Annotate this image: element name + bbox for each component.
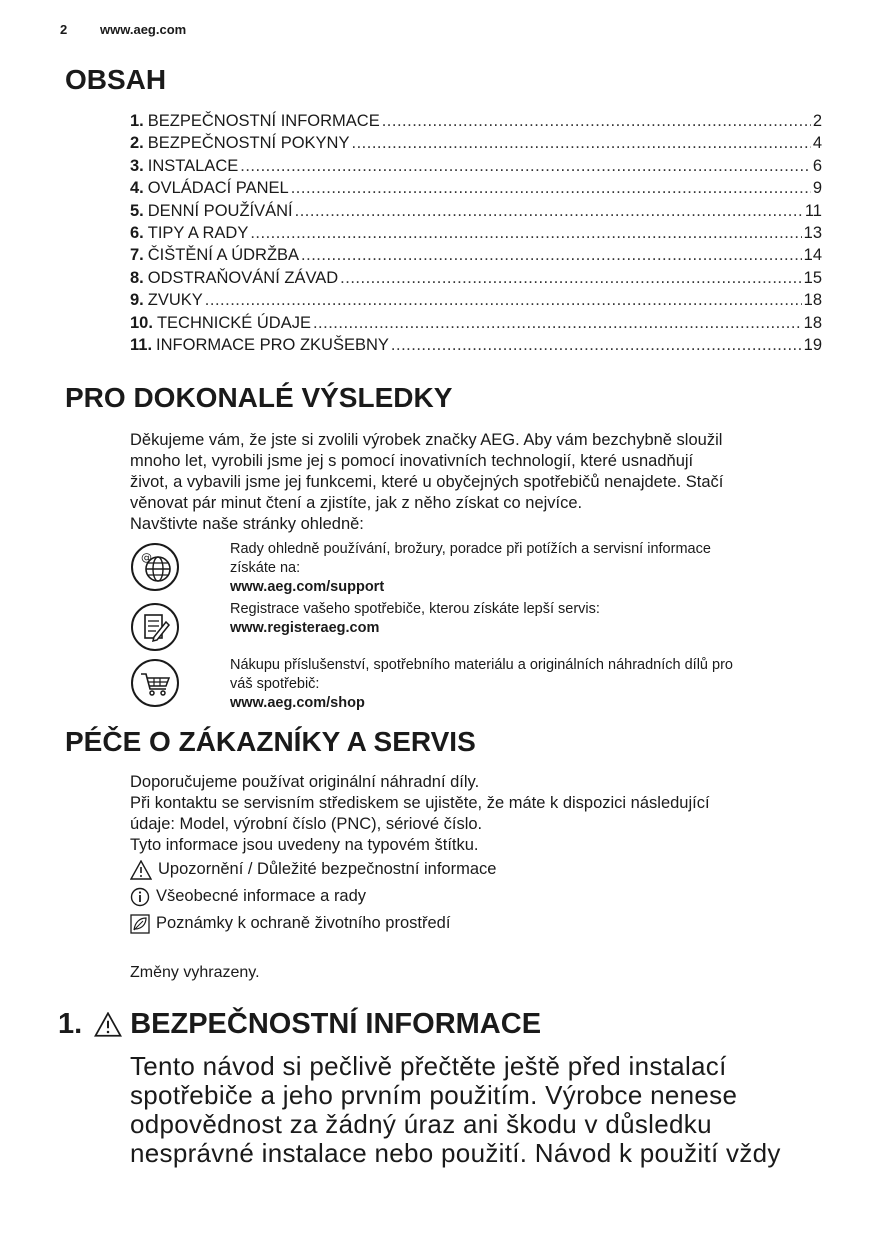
toc-label: BEZPEČNOSTNÍ INFORMACE — [147, 112, 380, 130]
contents-heading: OBSAH — [65, 64, 167, 95]
safety-line: spotřebiče a jeho prvním použitím. Výrobce nenese — [130, 1080, 738, 1110]
environment-legend — [130, 910, 820, 937]
globe-icon — [130, 542, 180, 592]
toc-item[interactable] — [130, 134, 822, 156]
toc-item[interactable] — [130, 112, 822, 134]
safety-line: odpovědnost za žádný úraz ani škodu v důsledku — [130, 1109, 712, 1139]
toc-label: BEZPEČNOSTNÍ POKYNY — [147, 134, 350, 153]
toc-label: TIPY A RADY — [147, 223, 249, 242]
intro-line: Navštivte naše stránky ohledně: — [130, 515, 364, 533]
toc-item[interactable] — [130, 336, 822, 358]
toc-num: 9. — [130, 291, 144, 310]
environment-legend-text: Poznámky k ochraně životního prostředí — [156, 914, 451, 932]
shop-line: Nákupu příslušenství, spotřebního materiálu a originálních náhradních dílů pro — [230, 657, 733, 673]
care-line: údaje: Model, výrobní číslo (PNC), sériové číslo. — [130, 815, 483, 833]
toc-leader — [295, 202, 803, 221]
toc-leader — [291, 179, 811, 198]
care-line: Doporučujeme používat originální náhradní díly. — [130, 773, 480, 791]
toc-num: 4. — [130, 179, 144, 198]
toc-label: ČIŠTĚNÍ A ÚDRŽBA — [147, 246, 300, 265]
toc-page: 18 — [803, 313, 822, 332]
toc-num: 5. — [130, 201, 144, 220]
page-number: 2 — [60, 22, 68, 37]
intro-line: věnovat pár minut čtení a zjistíte, jak z něho získat co nejvíce. — [130, 494, 583, 512]
toc-num: 1. — [130, 112, 144, 130]
shop-url[interactable]: www.aeg.com/shop — [230, 695, 365, 711]
page-header — [60, 22, 186, 37]
section-1-number: 1. — [58, 1008, 83, 1040]
toc-item[interactable] — [130, 246, 822, 268]
toc-page: 4 — [812, 134, 822, 153]
toc-leader — [340, 269, 801, 288]
info-legend-text: Všeobecné informace a rady — [156, 887, 367, 905]
toc-label: ZVUKY — [147, 291, 203, 310]
support-row — [130, 540, 820, 596]
toc-num: 2. — [130, 134, 144, 153]
toc-leader — [240, 157, 811, 176]
toc-page: 18 — [803, 291, 822, 310]
warning-icon — [130, 860, 152, 880]
toc-leader — [391, 336, 802, 355]
register-url[interactable]: www.registeraeg.com — [230, 620, 380, 636]
toc-leader — [301, 246, 802, 265]
info-icon — [130, 887, 150, 907]
safety-line: nesprávné instalace nebo použití. Návod k použití vždy — [130, 1138, 781, 1168]
toc-page: 14 — [803, 246, 822, 265]
safety-line: Tento návod si pečlivě přečtěte ještě před instalací — [130, 1051, 727, 1081]
intro-text — [130, 430, 820, 535]
toc-page: 19 — [803, 335, 822, 354]
toc-item[interactable] — [130, 224, 822, 246]
toc-leader — [351, 134, 810, 153]
toc-leader — [313, 314, 802, 333]
support-line: získáte na: — [230, 560, 301, 576]
info-legend — [130, 883, 820, 910]
warning-legend — [130, 856, 820, 883]
document-pen-icon — [130, 602, 180, 652]
toc-label: ODSTRAŇOVÁNÍ ZÁVAD — [147, 268, 339, 287]
toc-label: TECHNICKÉ ÚDAJE — [156, 313, 311, 332]
customer-care-heading: PÉČE O ZÁKAZNÍKY A SERVIS — [65, 726, 476, 757]
support-text — [230, 540, 820, 597]
register-text — [230, 600, 820, 638]
register-line: Registrace vašeho spotřebiče, kterou získáte lepší servis: — [230, 601, 600, 617]
toc-num: 3. — [130, 156, 144, 175]
toc-page: 13 — [803, 223, 822, 242]
shopping-cart-icon — [130, 658, 180, 708]
toc-page: 11 — [804, 201, 822, 220]
intro-line: mnoho let, vyrobili jsme jej s pomocí inovativních technologií, které usnadňují — [130, 452, 694, 470]
results-heading: PRO DOKONALÉ VÝSLEDKY — [65, 382, 453, 413]
care-line: Při kontaktu se servisním střediskem se ujistěte, že máte k dispozici následující — [130, 794, 710, 812]
toc-item[interactable] — [130, 179, 822, 201]
toc-label: OVLÁDACÍ PANEL — [147, 179, 289, 198]
site-url[interactable]: www.aeg.com — [100, 22, 187, 37]
intro-line: Děkujeme vám, že jste si zvolili výrobek značky AEG. Aby vám bezchybně sloužil — [130, 431, 723, 449]
toc-leader — [382, 112, 811, 131]
toc-num: 11. — [130, 335, 153, 354]
toc-item[interactable] — [130, 157, 822, 179]
svg-text:@: @ — [141, 551, 152, 564]
toc-num: 8. — [130, 268, 144, 287]
toc-page: 2 — [812, 112, 822, 130]
toc-item[interactable] — [130, 291, 822, 313]
leaf-icon — [130, 914, 150, 934]
shop-line: váš spotřebič: — [230, 676, 320, 692]
changes-note: Změny vyhrazeny. — [130, 964, 260, 981]
safety-intro — [130, 1052, 830, 1168]
shop-row — [130, 656, 820, 716]
register-row — [130, 600, 820, 654]
shop-text — [230, 656, 820, 713]
care-line: Tyto informace jsou uvedeny na typovém štítku. — [130, 836, 479, 854]
toc-item[interactable] — [130, 269, 822, 291]
warning-icon — [94, 1012, 122, 1037]
toc-num: 10. — [130, 313, 153, 332]
toc-label: INSTALACE — [147, 156, 239, 175]
toc-leader — [205, 291, 802, 310]
customer-care-text — [130, 772, 820, 937]
toc-label: DENNÍ POUŽÍVÁNÍ — [147, 201, 293, 220]
toc-num: 6. — [130, 223, 144, 242]
section-1-heading — [58, 1008, 541, 1041]
toc-num: 7. — [130, 246, 144, 265]
intro-line: život, a vybavili jsme jej funkcemi, které u obyčejných spotřebičů nenajdete. Stačí — [130, 473, 724, 491]
toc-page: 15 — [803, 268, 822, 287]
warning-legend-text: Upozornění / Důležité bezpečnostní informace — [158, 860, 497, 878]
support-line: Rady ohledně používání, brožury, poradce při potížích a servisní informace — [230, 541, 711, 557]
support-url[interactable]: www.aeg.com/support — [230, 579, 385, 595]
toc-page: 9 — [812, 179, 822, 198]
toc-item[interactable] — [130, 314, 822, 336]
toc-leader — [250, 224, 801, 243]
toc-item[interactable] — [130, 202, 822, 224]
table-of-contents — [130, 112, 822, 358]
toc-page: 6 — [812, 156, 822, 175]
toc-label: INFORMACE PRO ZKUŠEBNY — [156, 335, 389, 354]
section-1-title: BEZPEČNOSTNÍ INFORMACE — [130, 1008, 542, 1040]
